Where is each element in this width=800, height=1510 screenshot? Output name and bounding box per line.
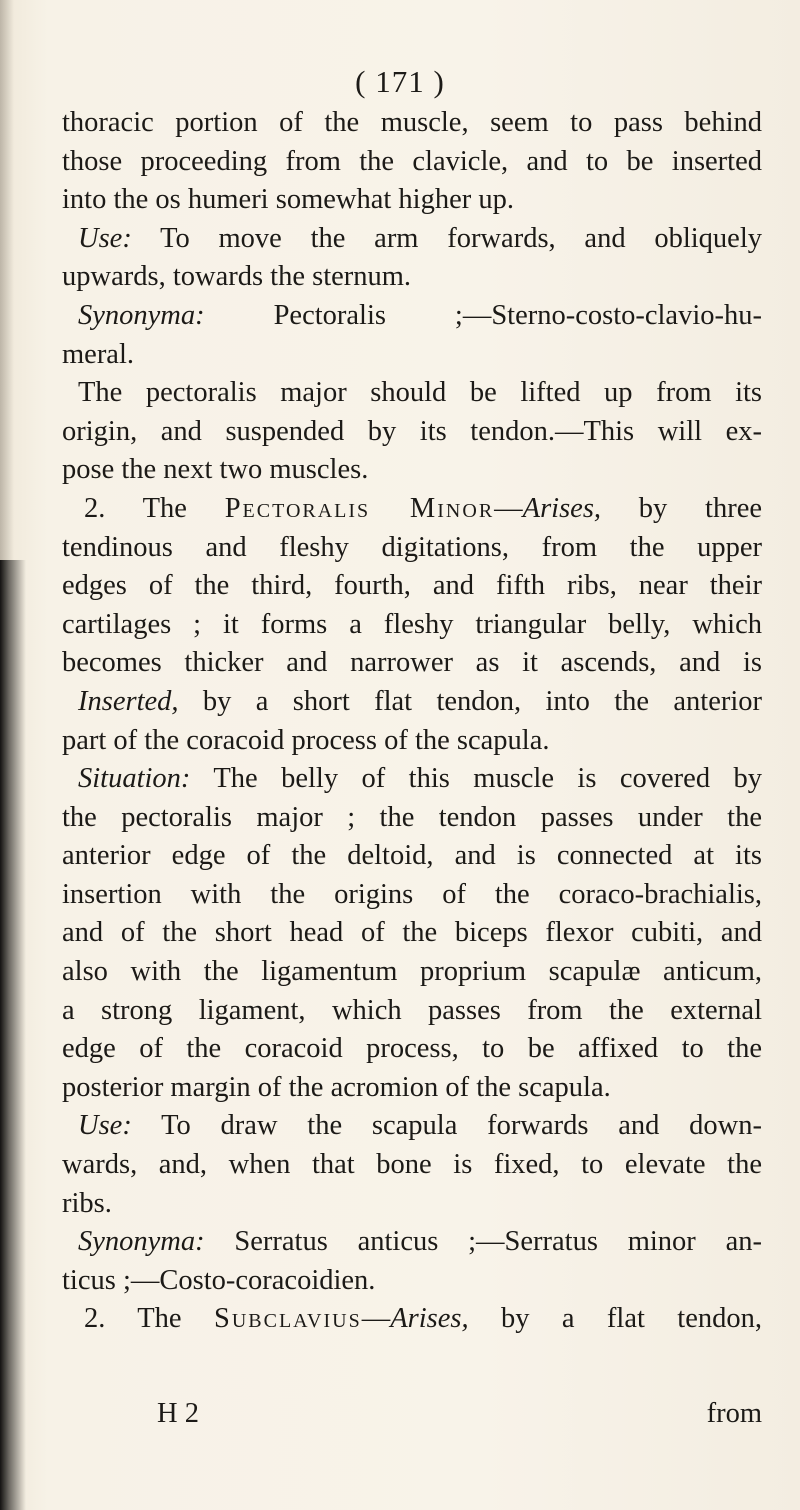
text-line xyxy=(62,374,762,413)
dash: — xyxy=(361,1303,391,1335)
text-line xyxy=(62,1146,762,1185)
text-line xyxy=(62,1107,762,1146)
text-line xyxy=(62,181,762,220)
text-line xyxy=(62,297,762,336)
inserted-label: Inserted, xyxy=(78,685,179,717)
line-text: insertion with the origins of the coraco-brachialis, xyxy=(62,878,762,910)
catchword: from xyxy=(706,1398,762,1429)
section-label: Situation: xyxy=(78,763,191,795)
line-text: becomes thicker and narrower as it ascends, and is xyxy=(62,647,762,679)
arises-label: Arises, xyxy=(390,1303,469,1335)
page-number: ( 171 ) xyxy=(355,64,445,99)
text-line xyxy=(62,258,762,297)
text-line xyxy=(62,413,762,452)
line-text: tendinous and fleshy digitations, from the upper xyxy=(62,531,762,563)
line-text: The pectoralis major should be lifted up from its xyxy=(78,377,762,409)
text-line xyxy=(62,914,762,953)
line-text: part of the coracoid process of the scapula. xyxy=(62,724,550,756)
line-text: The belly of this muscle is covered by xyxy=(190,763,762,795)
section-label: Use: xyxy=(78,1110,132,1142)
spine-shadow xyxy=(0,560,26,1510)
line-text: also with the ligamentum proprium scapulæ anticum, xyxy=(62,956,762,988)
text-line xyxy=(62,799,762,838)
muscle-name: Subclavius xyxy=(213,1303,362,1335)
text-line xyxy=(62,567,762,606)
line-text: cartilages ; it forms a fleshy triangular belly, which xyxy=(62,608,762,640)
synonyma-label: Synonyma: xyxy=(78,1226,205,1258)
line-text: by a flat tendon, xyxy=(468,1303,762,1335)
muscle-number: 2. The xyxy=(84,492,225,524)
text-line xyxy=(62,644,762,683)
line-text: upwards, towards the sternum. xyxy=(62,261,412,293)
body-text xyxy=(62,104,762,1339)
line-text: and of the short head of the biceps flexor cubiti, and xyxy=(62,917,762,949)
text-line xyxy=(62,104,762,143)
text-line xyxy=(62,683,762,722)
line-text: the pectoralis major ; the tendon passes under the xyxy=(62,801,762,833)
text-line xyxy=(62,1185,762,1224)
text-line xyxy=(62,722,762,761)
muscle-name: Pectoralis Minor xyxy=(224,492,495,524)
text-line xyxy=(62,876,762,915)
line-text: ribs. xyxy=(62,1187,112,1219)
line-text: edges of the third, fourth, and fifth ribs, near their xyxy=(62,570,762,602)
line-text: a strong ligament, which passes from the external xyxy=(62,994,762,1026)
line-text: meral. xyxy=(62,338,135,370)
text-line xyxy=(62,837,762,876)
line-text: To draw the scapula forwards and down- xyxy=(131,1110,762,1142)
line-text: Serratus anticus ;—Serratus minor an- xyxy=(204,1226,762,1258)
line-text: wards, and, when that bone is fixed, to elevate the xyxy=(62,1149,762,1181)
section-label: Use: xyxy=(78,222,132,254)
text-line xyxy=(62,992,762,1031)
text-line xyxy=(62,606,762,645)
text-line xyxy=(62,451,762,490)
line-text: by three xyxy=(601,492,763,524)
line-text: by a short flat tendon, into the anterior xyxy=(178,685,762,717)
line-text: into the os humeri somewhat higher up. xyxy=(62,184,514,216)
text-line xyxy=(62,1069,762,1108)
line-text: origin, and suspended by its tendon.—This will ex- xyxy=(62,415,762,447)
line-text: anterior edge of the deltoid, and is connected at its xyxy=(62,840,762,872)
text-line xyxy=(62,1262,762,1301)
line-text: edge of the coracoid process, to be affixed to the xyxy=(62,1033,762,1065)
line-text: thoracic portion of the muscle, seem to pass behind xyxy=(62,107,762,138)
muscle-number: 2. The xyxy=(84,1303,214,1335)
line-text: Pectoralis ;—Sterno-costo-clavio-hu- xyxy=(204,299,762,331)
text-line xyxy=(62,1223,762,1262)
text-line xyxy=(62,336,762,375)
dash: — xyxy=(494,492,523,524)
line-text: ticus ;—Costo-coracoidien. xyxy=(62,1264,376,1296)
footer-line xyxy=(157,1395,762,1433)
text-line xyxy=(62,1300,762,1339)
arises-label: Arises, xyxy=(522,492,602,524)
line-text: To move the arm forwards, and obliquely xyxy=(131,222,762,254)
text-line xyxy=(62,490,762,529)
line-text: posterior margin of the acromion of the scapula. xyxy=(62,1071,611,1103)
text-line xyxy=(62,220,762,259)
text-line xyxy=(62,953,762,992)
text-line xyxy=(62,529,762,568)
text-line xyxy=(62,1030,762,1069)
line-text: pose the next two muscles. xyxy=(62,454,369,486)
line-text: those proceeding from the clavicle, and to be inserted xyxy=(62,145,762,177)
signature-mark: H 2 xyxy=(157,1398,199,1429)
synonyma-label: Synonyma: xyxy=(78,299,205,331)
text-line xyxy=(62,760,762,799)
text-line xyxy=(62,143,762,182)
